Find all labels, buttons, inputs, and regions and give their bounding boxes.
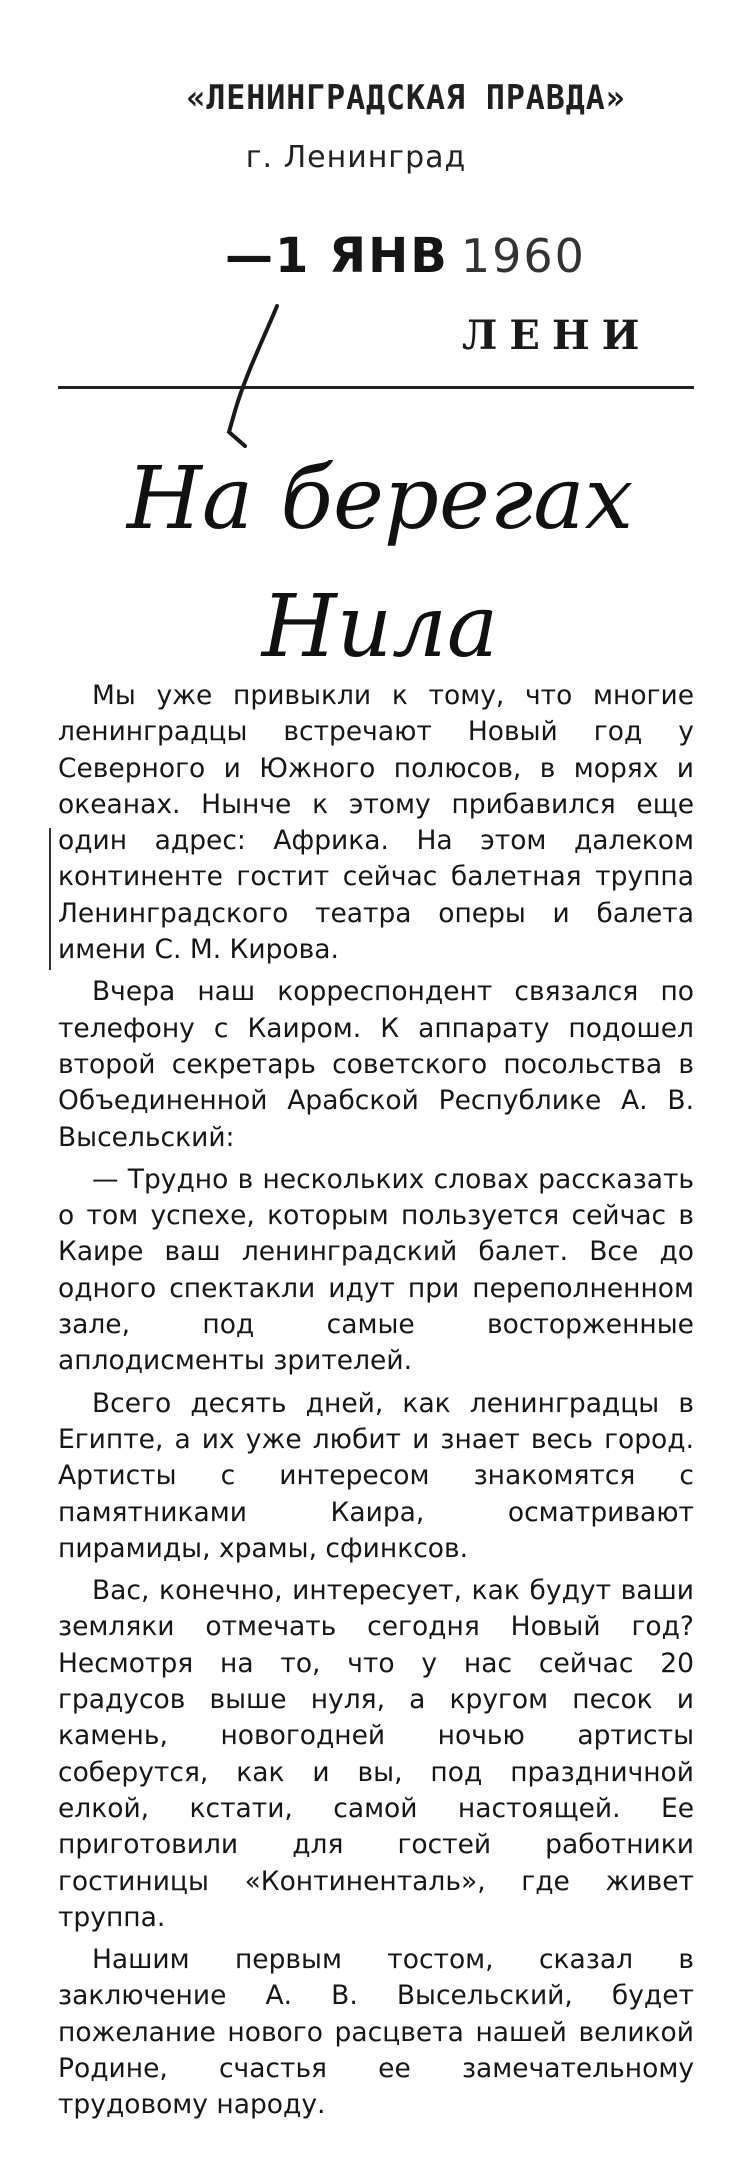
article-title-line-1: На берегах bbox=[126, 449, 634, 549]
date-stamp bbox=[225, 228, 586, 284]
pen-mark-icon bbox=[215, 300, 295, 450]
date-stamp-year: 1960 bbox=[460, 229, 586, 283]
article-body bbox=[58, 678, 694, 2130]
header-rule bbox=[58, 386, 694, 389]
newspaper-stamp: «ЛЕНИНГРАДСКАЯ ПРАВДА» bbox=[186, 78, 626, 118]
article-paragraph: Всего десять дней, как ленинградцы в Египте, а их уже любит и знает весь город. Артисты с интересом знакомятся с памятниками Каира, осматривают пирамиды, храмы, сфинксов. bbox=[58, 1387, 694, 1564]
article-paragraph: Нашим первым тостом, сказал в заключение А. В. Высельский, будет пожелание нового расцвета нашей великой Родине, счастья ее замечательному трудовому народу. bbox=[58, 1944, 694, 2121]
date-stamp-day: —1 ЯНВ bbox=[225, 228, 449, 284]
column-margin-bar bbox=[49, 828, 51, 970]
article-title-line-2: Нила bbox=[261, 577, 499, 677]
article-paragraph: Вас, конечно, интересует, как будут ваши земляки отмечать сегодня Новый год? Несмотря на то, что у нас сейчас 20 градусов выше нуля, а кругом песок и камень, новогодней ночью артисты соберутся, как и вы, под праздничной елкой, кстати, самой настоящей. Ее приготовили для гостей работники гостиницы «Континенталь», где живет труппа. bbox=[58, 1575, 694, 1933]
masthead-fragment: ЛЕНИ bbox=[462, 312, 652, 359]
article-paragraph: Вчера наш корреспондент связался по телефону с Каиром. К аппарату подошел второй секретарь советского посольства в Объединенной Арабской Республике А. В. Высельский: bbox=[58, 976, 694, 1153]
city-stamp: г. Ленинград bbox=[245, 140, 467, 175]
article-paragraph: — Трудно в нескольких словах рассказать о том успехе, которым пользуется сейчас в Каире ваш ленинградский балет. Все до одного спектакли идут при переполненном зале, под самые восторженные аплодисменты зрителей. bbox=[58, 1163, 694, 1377]
article-paragraph: Мы уже привыкли к тому, что многие ленинградцы встречают Новый год у Северного и Южного полюсов, в морях и океанах. Нынче к этому прибавился еще один адрес: Африка. На этом далеком континенте гостит сейчас балетная труппа Ленинградского театра оперы и балета имени С. М. Кирова. bbox=[58, 680, 694, 966]
